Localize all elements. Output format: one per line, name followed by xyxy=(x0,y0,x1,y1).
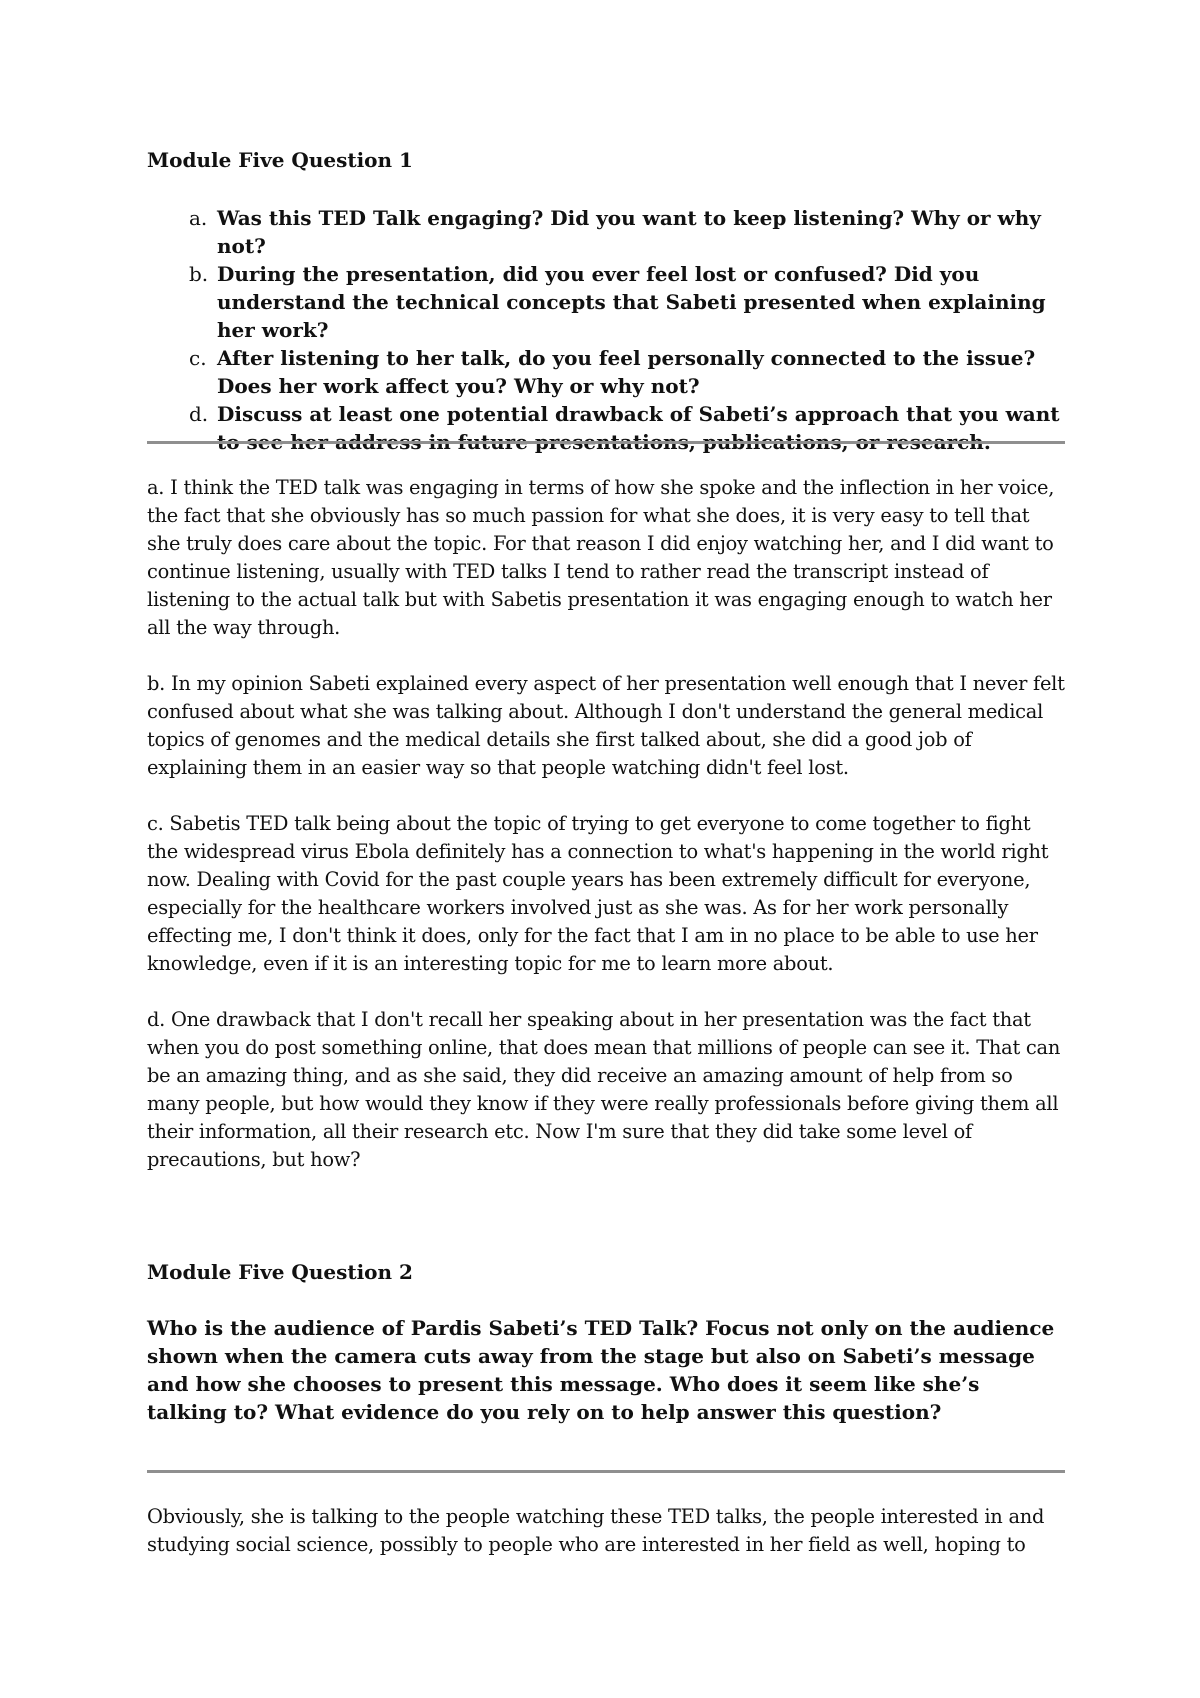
section1-heading: Module Five Question 1 xyxy=(147,148,413,172)
answer-paragraph-b: b. In my opinion Sabeti explained every aspect of her presentation well enough that I never felt confused about what she was talking about. Although I don't understand the general medical topics of genomes and the medical details she first talked about, she did a good job of explaining them in an easier way so that people watching didn't feel lost. xyxy=(147,672,1065,779)
question-marker: b. xyxy=(189,262,209,286)
question-marker: c. xyxy=(189,346,207,370)
question-marker: a. xyxy=(189,206,208,230)
question-item-b xyxy=(147,260,1065,344)
section1-divider xyxy=(147,441,1065,444)
answer-paragraph-d: d. One drawback that I don't recall her speaking about in her presentation was the fact that when you do post something online, that does mean that millions of people can see it. That can be an amazing thing, and as she said, they did receive an amazing amount of help from so many people, but how would they know if they were really professionals before giving them all their information, all their research etc. Now I'm sure that they did take some level of precautions, but how? xyxy=(147,1008,1061,1171)
question-text: After listening to her talk, do you feel personally connected to the issue? Does her work affect you? Why or why not? xyxy=(217,346,1036,398)
section2-prompt: Who is the audience of Pardis Sabeti’s TED Talk? Focus not only on the audience shown when the camera cuts away from the stage but also on Sabeti’s message and how she chooses to present this message. Who does it seem like she’s talking to? What evidence do you rely on to help answer this question? xyxy=(147,1316,1055,1424)
answer-paragraph-a: a. I think the TED talk was engaging in terms of how she spoke and the inflection in her voice, the fact that she obviously has so much passion for what she does, it is very easy to tell that she truly does care about the topic. For that reason I did enjoy watching her, and I did want to continue listening, usually with TED talks I tend to rather read the transcript instead of listening to the actual talk but with Sabetis presentation it was engaging enough to watch her all the way through. xyxy=(147,476,1055,639)
section2-divider xyxy=(147,1470,1065,1473)
question-text: Discuss at least one potential drawback of Sabeti’s approach that you want to see her address in future presentations, publications, or research. xyxy=(217,402,1060,454)
section2-answer-paragraph: Obviously, she is talking to the people watching these TED talks, the people interested in and studying social science, possibly to people who are interested in her field as well, hoping to xyxy=(147,1505,1045,1556)
question-marker: d. xyxy=(189,402,209,426)
question-item-d xyxy=(147,400,1065,456)
section1-question-list xyxy=(147,204,1065,456)
question-text: Was this TED Talk engaging? Did you want to keep listening? Why or why not? xyxy=(217,206,1041,258)
question-item-a xyxy=(147,204,1065,260)
question-text: During the presentation, did you ever feel lost or confused? Did you understand the technical concepts that Sabeti presented when explaining her work? xyxy=(217,262,1046,342)
answer-paragraph-c: c. Sabetis TED talk being about the topic of trying to get everyone to come together to fight the widespread virus Ebola definitely has a connection to what's happening in the world right now. Dealing with Covid for the past couple years has been extremely difficult for everyone, especially for the healthcare workers involved just as she was. As for her work personally effecting me, I don't think it does, only for the fact that I am in no place to be able to use her knowledge, even if it is an interesting topic for me to learn more about. xyxy=(147,812,1049,975)
question-item-c xyxy=(147,344,1065,400)
section2-heading: Module Five Question 2 xyxy=(147,1260,413,1284)
